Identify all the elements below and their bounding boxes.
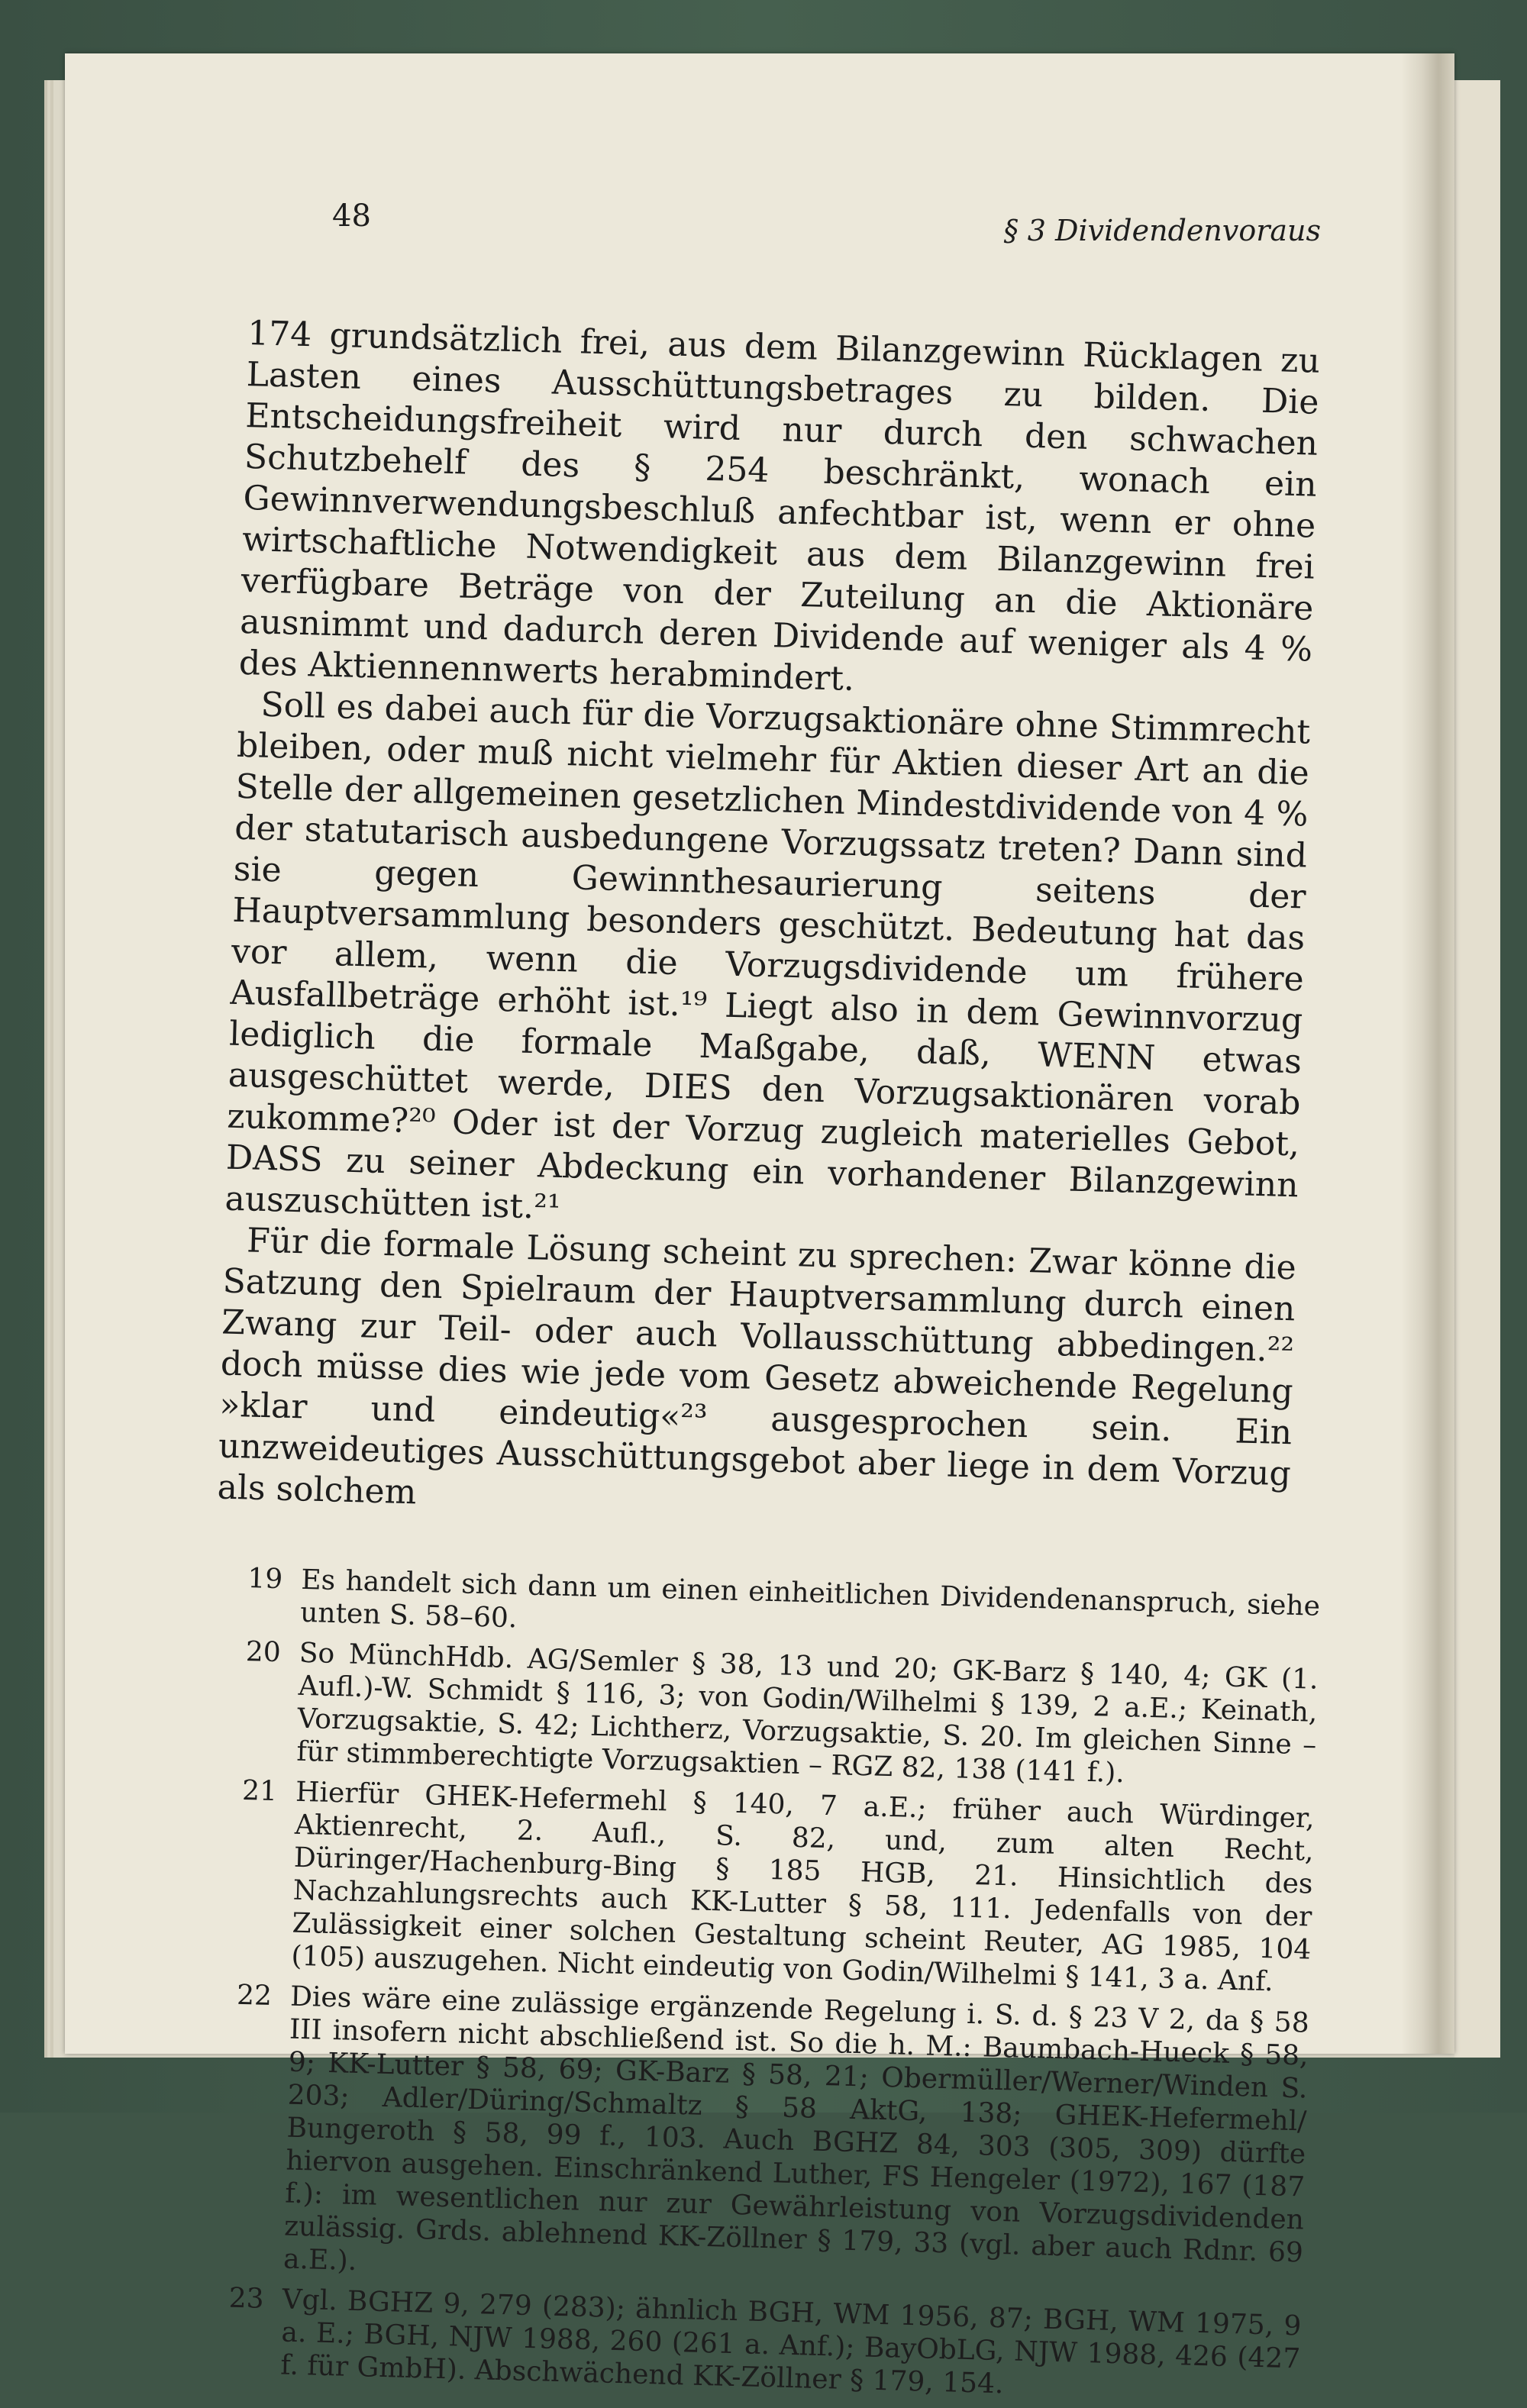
footnote-text: Hierfür GHEK-Hefermehl § 140, 7 a.E.; früher auch Würdinger, Aktienrecht, 2. Aufl., S. 82, und, zum alten Recht, Düringer/Hachenburg-Bing § 185 HGB, 21. Hinsichtlich des Nachzahlungsrechts auch KK-Lutter § 58, 111. Jedenfalls von der Zulässigkeit einer solchen Gestaltung scheint Reuter, AG 1985, 104 (105) auszugehen. Nicht eindeutig von Godin/Wilhelmi § 141, 3 a. Anf. (290, 1776, 1316, 1998)
footnote-number: 20 (245, 1635, 282, 1669)
footnote-text: Dies wäre eine zulässige ergänzende Regelung i. S. d. § 23 V 2, da § 58 III insofern nicht abschließend ist. So die h. M.: Baumbach-Hueck § 58, 9; KK-Lutter § 58, 69; GK-Barz § 58, 21; Obermüller/Werner/Winden S. 203; Adler/Düring/Schmaltz § 58 AktG, 138; GHEK-Hefermehl/ Bungeroth § 58, 99 f., 103. Auch BGHZ 84, 303 (305, 309) dürfte hiervon ausgehen. Einschränkend Luther, FS Hengeler (1972), 167 (187 f.): im wesentlichen nur zur Gewährleistung von Vorzugsdividenden zulässig. Grds. ablehnend KK-Zöllner § 179, 33 (vgl. aber auch Rdnr. 69 a.E.). (282, 1980, 1310, 2277)
footnote-number: 23 (228, 2282, 265, 2315)
footnote-number: 19 (247, 1562, 283, 1596)
footnote (230, 1979, 1310, 2303)
paragraph: Soll es dabei auch für die Vorzugsaktionäre ohne Stimmrecht bleiben, oder muß nicht vielmehr für Aktien dieser Art an die Stelle der allgemeinen gesetzlichen Mindestdividende von 4 % der statutarisch ausbedungene Vorzugssatz treten? Dann sind sie gegen Gewinnthesaurierung seitens der Hauptversammlung besonders geschützt. Bedeutung hat das vor allem, wenn die Vorzugsdividende um frühere Ausfallbeträge erhöht ist.¹⁹ Liegt also in dem Gewinnvorzug lediglich die formale Maßgabe, daß, WENN etwas ausgeschüttet werde, DIES den Vorzugsaktionären vorab zukomme?²⁰ Oder ist der Vorzug zugleich materielles Gebot, DASS zu seiner Abdeckung ein vorhandener Bilanzgewinn auszuschütten ist.²¹ (224, 685, 1311, 1228)
page-header (248, 199, 1321, 260)
paragraph: Für die formale Lösung scheint zu sprechen: Zwar könne die Satzung den Spielraum der Hauptversammlung durch einen Zwang zur Teil- oder auch Vollausschüttung abbedingen.²² doch müsse dies wie jede vom Gesetz abweichende Regelung »klar und eindeutig«²³ ausgesprochen sein. Ein unzweideutiges Ausschüttungsgebot aber liege in dem Vorzug als solchem (217, 1221, 1297, 1512)
page-number: 48 (332, 199, 371, 234)
footnote-text: So MünchHdb. AG/Semler § 38, 13 und 20; GK-Barz § 140, 4; GK (1. Aufl.)-W. Schmidt § 116, 3; von Godin/Wilhelmi § 139, 2 a.E.; Keinath, Vorzugsaktie, S. 42; Lichtherz, Vorzugsaktie, S. 20. Im gleichen Sinne – für stimmberechtigte Vorzugsaktien – RGZ 82, 138 (141 f.). (295, 1637, 1319, 1790)
footnote (227, 2282, 1302, 2408)
footnote-text: Vgl. BGHZ 9, 279 (283); ähnlich BGH, WM 1956, 87; BGH, WM 1975, 9 a. E.; BGH, NJW 1988, 260 (261 a. Anf.); BayObLG, NJW 1988, 426 (427 f. für GmbH). Abschwächend KK-Zöllner § 179, 154. (279, 2284, 1302, 2400)
body-text (217, 313, 1321, 1536)
page-content (217, 199, 1321, 2400)
footnotes (227, 1562, 1321, 2408)
paragraph: 174 grundsätzlich frei, aus dem Bilanzgewinn Rücklagen zu Lasten eines Ausschüttungsbetrages zu bilden. Die Entscheidungsfreiheit wird nur durch den schwachen Schutzbehelf des § 254 beschränkt, wonach ein Gewinnverwendungsbeschluß anfechtbar ist, wenn er ohne wirtschaftliche Notwendigkeit aus dem Bilanzgewinn frei verfügbare Beträge von der Zuteilung an die Aktionäre ausnimmt und dadurch deren Dividende auf weniger als 4 % des Aktiennennwerts herabmindert. (238, 313, 1321, 699)
facing-page-edge (1454, 80, 1500, 2058)
footnote (243, 1635, 1319, 1795)
footnote-number: 22 (236, 1979, 273, 2012)
footnote (237, 1774, 1315, 2000)
running-head: § 3 Dividendenvoraus (1003, 214, 1321, 247)
footnote-text: Es handelt sich dann um einen einheitlichen Dividendenanspruch, siehe unten S. 58–60. (299, 1564, 1321, 1635)
footnote-number: 21 (241, 1774, 278, 1808)
page-gutter (1401, 53, 1454, 2054)
